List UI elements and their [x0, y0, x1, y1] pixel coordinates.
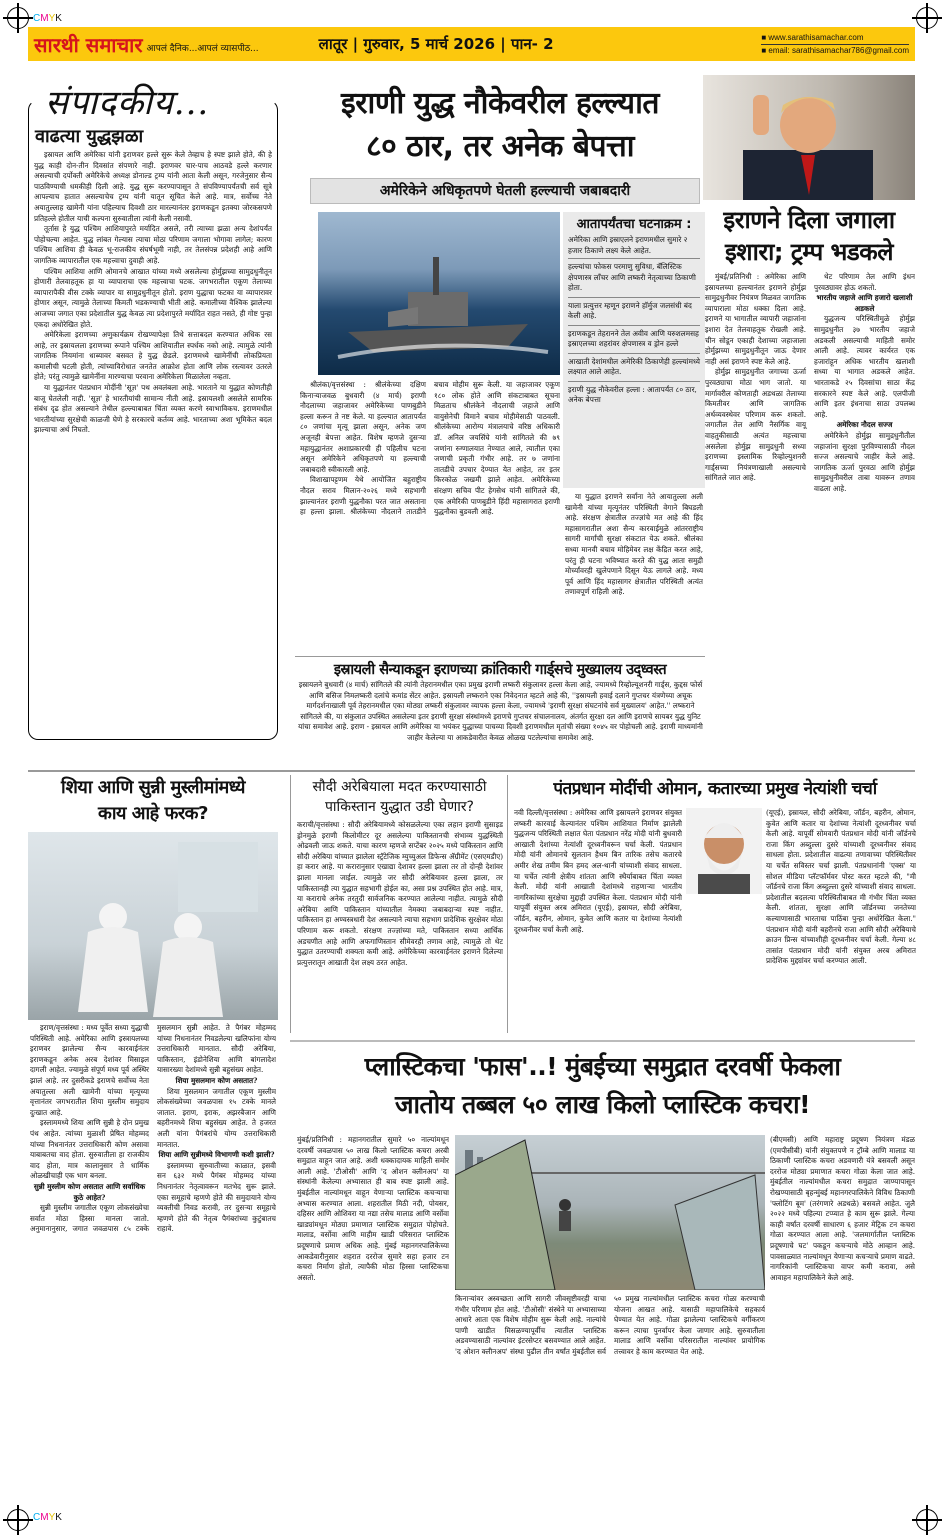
plastic-body-left: मुंबई/प्रतिनिधी : महानगरातील सुमारे ५० नाल्यांमधून दरवर्षी जवळपास ५० लाख किलो प्लास्टिक कचरा अरबी समुद्रात वाहून जात आहे. अशी धक्कादायक माहिती समोर आली आहे. 'टीओसी' आणि 'द ओशन क्लीनअप' या संस्थांनी केलेल्या अभ्यासात ही बाब स्पष्ट झाली आहे. मुंबईतील नाल्यांमधून वाहून येणाऱ्या प्लास्टिक कचऱ्याचा अभ्यास करण्यात आला. शहरातील मिठी नदी, पोयसर, दहिसर आणि ओशिवरा या नद्या तसेच मालाड आणि वर्सोवा खाड्यांमधून मोठ्या प्रमाणात प्लास्टिक समुद्रात पोहोचते. मालाड, वर्सोवा आणि माहीम खाडी परिसरात प्लास्टिक प्रदूषणाचे प्रमाण अधिक आहे. मुंबई महानगरपालिकेच्या आकडेवारीनुसार शहरात दररोज सुमारे सहा हजार टन कचरा निर्माण होतो, त्यापैकी मोठा हिस्सा प्लास्टिकचा असतो.	[297, 1135, 449, 1282]
registration-mark	[7, 1509, 29, 1531]
cmyk-m: M	[40, 13, 49, 24]
headline-line: इशारा; ट्रम्प भडकले	[725, 238, 893, 266]
prayer-photo	[28, 832, 278, 1020]
divider	[290, 775, 291, 1033]
headline-line: इराणने दिला जगाला	[723, 206, 895, 234]
paragraph: तूर्तास हे युद्ध पश्चिम आशियापुरते मर्यादित असले, तरी त्याच्या झळा अन्य देशांपर्यंत पोहोचल्या आहेत. युद्ध लांबत गेल्यास त्याचा मोठा परिणाम जगाला भोगावा लागेल; कारण पश्चिम आशिया ही केवळ भू-राजकीय संघर्षभूमी नाही, तर तेलसंपन्न प्रदेशही आहे आणि जागतिक व्यापारातील एक महत्त्वाचा दुवाही आहे.	[34, 224, 272, 265]
subhead: भारतीय जहाजे आणि हजारो खलाशी अडकले	[816, 293, 913, 313]
plastic-waste-photo	[455, 1135, 765, 1290]
cmyk-c: C	[33, 13, 41, 24]
praying-men-illustration	[28, 832, 278, 1020]
paragraph: या युद्धानंतर पंतप्रधान मोदींनी 'सूज्ञ' पथ अवलंबला आहे. भारताने या युद्धात कोणतीही बाजू घेतलेली नाही. 'सूज्ञ' हे भारतीयांची सामान्य नीती आहे. इस्रायलशी असलेले सामरिक संबंध दृढ होत असल्याने तेथील हल्ल्याबाबत चिंता व्यक्त करणे स्वाभाविकच. इराणमधील भारतीयांच्या सुरक्षेची काळजी घेणे हे सरकारचे कर्तव्य आहे. भारताच्या अशा भूमिकेत बदल झाल्याचा अर्थ निघतो.	[34, 383, 272, 435]
paragraph: सुन्नी मुस्लीम जगातील एकूण लोकसंख्येचा सर्वात मोठा हिस्सा मानला जातो. अनुमानानुसार, जगात जवळपास ८५ टक्के मुसलमान सुन्नी आहेत. ते पैगंबर मोहम्मद यांच्या निधनानंतर निवडलेल्या खलिफांना योग्य उत्तराधिकारी मानतात. सौदी अरेबिया, पाकिस्तान, इंडोनेशिया आणि बांगलादेश यासारख्या देशांमध्ये सुन्नी बहुसंख्य आहेत.	[30, 1023, 276, 1234]
modi-photo	[686, 808, 762, 894]
paragraph: इराण/वृत्तसंस्था : मध्य पूर्वेत सध्या युद्धाची परिस्थिती आहे. अमेरिका आणि इस्त्रायलच्या इराणवर झालेल्या सैन्य कारवाईनंतर इराणकडून अनेक अरब देशांवर मिसाइल दागली आहेत. ज्यामुळे संपूर्ण मध्य पूर्व अस्थिर झालं आहे. तर दुसरीकडे इराणचे सर्वोच्च नेता अयातुल्ला अली खामेनी यांच्या मृत्यूच्या वृत्तानंतर जगभरातील शिया मुस्लीम समुदाय दुःखात आहे.	[30, 1023, 149, 1117]
cmyk-k: K	[55, 13, 62, 24]
timeline-item: इराणी युद्ध नौकेवरील हल्ला : आतापर्यंत ८० ठार, अनेक बेपत्ता	[568, 384, 697, 404]
paragraph: पश्चिम आशिया आणि ओमानचे आखात यांच्या मध्ये असलेल्या होर्मुझच्या सामुद्रधुनीतून होणारी तेलवाहतूक हा या व्यापाराचा एक महत्त्वाचा घटक. जगभरातील एकूण तेलाच्या व्यापारापैकी वीस टक्के व्यापार या सामुद्रधुनीतून होतो. इराण युद्धाचा फटका या व्यापारावर होणार असून, त्यामुळे तेलाच्या किमती भडकण्याची भीती आहे. कमालीच्या वैश्विक झालेल्या आजच्या जगात एका प्रदेशातील युद्ध केवळ त्या प्रदेशापुरते मर्यादित राहत नसते, ही गोष्ट पुन्हा एकदा अधोरेखित होते.	[34, 266, 272, 329]
shia-sunni-body	[30, 1023, 276, 1528]
paragraph: अमेरिकेने होर्मुझ सामुद्रधुनीतील जहाजांना सुरक्षा पुरविण्यासाठी नौदल सज्ज असल्याचे जाहीर केले आहे. जागतिक ऊर्जा पुरवठा आणि होर्मुझ सामुद्रधुनीवरील ताबा यावरून तणाव वाढला आहे.	[814, 430, 915, 493]
registration-mark	[7, 7, 29, 29]
timeline-item: अमेरिका आणि इस्राएलने इराणमधील सुमारे २ हजार ठिकाणे लक्ष्य केले आहेत.	[568, 233, 700, 259]
cmyk-mark	[33, 13, 62, 24]
paragraph: इस्लामच्या सुरुवातीच्या काळात, इसवी सन ६३२ मध्ये पैगंबर मोहम्मद यांच्या निधनानंतर नेतृत्वावरून मतभेद सुरू झाले. एका समूहाचे म्हणणे होते की समुदायाने योग्य व्यक्तीची निवड करावी, तर दुसऱ्या समूहाचे म्हणणे होते की नेतृत्व पैगंबरांच्या कुटुंबातच राहावे.	[157, 1160, 276, 1234]
paragraph: मुंबई/प्रतिनिधी : अमेरिका आणि इस्रायलच्या हल्ल्यानंतर इराणने होर्मुझ सामुद्रधुनीवर नियंत्रण मिळवत जागतिक व्यापाराला मोठा धक्का दिला आहे. इराणने या भागातील व्यापारी जहाजांना इशारा देत तेलवाहतूक रोखली आहे. चीन सोडून एकाही देशाच्या जहाजाला होर्मुझच्या सामुद्रधुनीतून जाऊ देणार नाही असं इराणने स्पष्ट केले आहे.	[705, 272, 806, 366]
trump-headline	[703, 204, 915, 268]
modi-body-right: (यूएई), इस्रायल, सौदी अरेबिया, जॉर्डन, बहरीन, ओमान, कुवेत आणि कतार या देशांच्या नेत्यांशी दूरध्वनीवर चर्चा केली आहे. यापूर्वी सोमवारी पंतप्रधान मोदी यांनी जॉर्डनचे राजा किंग अब्दुल्ला दुसरे यांच्याशी दूरध्वनीवर संवाद साधला होता. प्रदेशातील वाढत्या तणावाच्या परिस्थितीवर या चर्चेत सविस्तर चर्चा झाली. पंतप्रधानांनी 'एक्स' या सोशल मीडिया प्लॅटफॉर्मवर पोस्ट करत म्हटले की, "मी जॉर्डनचे राजा किंग अब्दुल्ला दुसरे यांच्याशी संवाद साधला. प्रदेशातील बदलत्या परिस्थितीबाबत मी गंभीर चिंता व्यक्त केली. शांतता, सुरक्षा आणि जॉर्डनच्या जनतेच्या कल्याणासाठी भारताचा पाठिंबा पुन्हा अधोरेखित केला." पंतप्रधान मोदी यांनी बहरीनचे राजा आणि सौदी अरेबियाचे क्राउन प्रिन्स यांच्याशीही दूरध्वनीवर चर्चा केली. गेल्या ४८ तासांत पंतप्रधान मोदी यांनी संयुक्त अरब अमिरात प्रादेशिक मुद्द्यांवर चर्चा करण्यात आली.	[766, 808, 916, 966]
headline-line: शिया आणि सुन्नी मुस्लीमांमध्ये	[61, 777, 245, 798]
plastic-body-right: (बीएमसी) आणि महाराष्ट्र प्रदूषण नियंत्रण मंडळ (एमपीसीबी) यांनी संयुक्तपणे न ट्रॉम्बे आणि मालाड या ठिकाणी प्लास्टिक कचरा अडवणारी यंत्रे बसवली असून दररोज मोठ्या प्रमाणात कचरा गोळा केला जात आहे. मुंबईतील नाल्यांमधील कचरा समुद्रात जाण्यापासून रोखण्यासाठी बृहन्मुंबई महानगरपालिकेने विविध ठिकाणी 'फ्लोटिंग बूम' (तरंगणारे अडथळे) बसवले आहेत. जुलै २०२२ मध्ये पहिल्या टप्प्यात हे काम सुरू झाले. गेल्या काही वर्षांत दरवर्षी साधारण ६ हजार मेट्रिक टन कचरा गोळा करण्यात आला आहे. 'जलमार्गातील प्लास्टिक प्रदूषणाचे घट' पकडून कचऱ्याचे मोठे आव्हान आहे. पावसाळ्यात नाल्यांमधून येणाऱ्या कचऱ्याचे प्रमाण वाढते. नागरिकांनी प्लास्टिकचा वापर कमी करावा, असे आवाहन महापालिकेने केले आहे.	[770, 1135, 915, 1282]
paragraph: होर्मुझ सामुद्रधुनीत जगाच्या ऊर्जा पुरवठ्याचा मोठा भाग जातो. या मार्गावरील कोणताही अडथळा तेलाच्या किमतीवर आणि जागतिक अर्थव्यवस्थेवर परिणाम करू शकतो. जगातील तेल आणि नैसर्गिक वायू वाहतुकीसाठी अत्यंत महत्त्वाचा असलेला होर्मुझ सामुद्रधुनी सध्या इराणच्या इस्लामिक रिव्होल्युशनरी गार्ड्सच्या नियंत्रणाखाली असल्याचे सांगितले जात आहे.	[705, 367, 806, 483]
headline-line: काय आहे फरक?	[98, 803, 208, 824]
subhead: शिया आणि सुन्नीमध्ये विभागणी कशी झाली?	[158, 1150, 275, 1160]
paragraph: या युद्धात इराणने सर्वांना नेते आयातुल्ला अली खामेनी यांच्या मृत्यूनंतर परिस्थिती वेगाने बिघडली आहे. संरक्षण क्षेत्रातील तज्ज्ञांचे मत आहे की हिंद महासागरातील अशा सैन्य कारवाईमुळे आंतरराष्ट्रीय सागरी मार्गांची सुरक्षा संकटात येऊ शकते. श्रीलंका सध्या मानवी बचाव मोहिमेवर लक्ष केंद्रित करत आहे, परंतु ही घटना भविष्यात करते की युद्ध आता समुद्री मोर्च्यांवरही खुलेपणाने दिसून येऊ लागले आहे. मध्य पूर्व आणि हिंद महासागर क्षेत्रातील परिस्थिती अत्यंत तणावपूर्ण राहिली आहे.	[565, 492, 703, 597]
plastic-headline	[290, 1048, 915, 1124]
timeline-item: याला प्रत्युत्तर म्हणून इराणने हॉर्मुज जलसंधी बंद केली आहे.	[568, 298, 700, 326]
saudi-headline	[297, 777, 502, 817]
paragraph: श्रीलंका/वृत्तसंस्था : श्रीलंकेच्या दक्षिण किनाऱ्याजवळ बुधवारी (४ मार्च) इराणी नौदलाच्या जहाजावर अमेरिकेच्या पाणबुडीने हल्ला करून ते नष्ट केले. या हल्ल्यात आतापर्यंत ८० जणांचा मृत्यू झाला असून, अनेक जण अजूनही बेपत्ता आहेत. विशेष म्हणजे दुसऱ्या महायुद्धानंतर अशाप्रकारची ही पहिलीच घटना असून अमेरिकेने अधिकृतपणे या हल्ल्याची जबाबदारी स्वीकारली आहे.	[300, 380, 426, 474]
paragraph: विशाखापट्टणम येथे आयोजित बहुराष्ट्रीय नौदल सराव मिलान-२०२६ मध्ये सहभागी झाल्यानंतर इराणी युद्धनौका परत जात असताना हा हल्ला झाला. श्रीलंकेच्या नौदलाने तातडीने बचाव मोहीम सुरू केली. या जहाजावर एकूण १८० लोक होते आणि संकटाबाबत सूचना मिळताच श्रीलंकेने नौदलाची जहाजे आणि वायुसेनेची विमाने बचाव मोहीमेसाठी पाठवली. श्रीलंकेच्या आरोग्य मंत्रालयाचे वरिष्ठ अधिकारी डॉ. अनिल जयसिंघे यांनी सांगितले की ७९ जणांना रुग्णालयात नेण्यात आले, त्यातील एका जणाची प्रकृती गंभीर आहे. तर ७ जणांना तातडीचे उपचार देण्यात येत आहेत, तर इतर किरकोळ जखमी झाले आहेत. अमेरिकेच्या संरक्षण सचिव पीट हेगसेथ यांनी सांगितले की, एक अमेरिकी पाणबुडीने हिंदी महासागरात इराणी युद्धनौका बुडवली आहे.	[300, 380, 560, 517]
cmyk-c: C	[33, 1512, 41, 1523]
headline-line: सौदी अरेबियाला मदत करण्यासाठी	[312, 779, 487, 795]
headline-line: पाकिस्तान युद्धात उडी घेणार?	[324, 799, 474, 815]
modi-illustration	[686, 808, 762, 894]
paragraph: अमेरिकेला इराणच्या अणुकार्यक्रम रोखण्यापेक्षा तिथे सत्ताबदल करण्यात अधिक रस आहे, तर इस्रायलला इराणच्या रूपाने पश्चिम आशियातील स्पर्धक नको आहे. त्यामुळे त्यांनी जागतिक नियमांना धाब्यावर बसवत हे युद्ध छेडले. इराणमध्ये खामेनींची लोकप्रियता कमालीची घटली होती, त्यांच्याविरोधात जनतेत आक्रोश होता आणि लोक रस्त्यावर उतरले होते; परंतु त्यामुळे खामेनींना मारण्याचा परवाना अमेरिकेला मिळालेला नव्हता.	[34, 330, 272, 382]
headline-line: प्लास्टिकचा 'फास'..! मुंबईच्या समुद्रात दरवर्षी फेकला	[364, 1052, 841, 1081]
warship-illustration	[318, 212, 560, 375]
divider	[28, 770, 915, 772]
cmyk-m: M	[40, 1512, 49, 1523]
divider	[295, 656, 705, 657]
website-link[interactable]: www.sarathisamachar.com	[768, 32, 864, 42]
paragraph: इस्लाममध्ये शिया आणि सुन्नी हे दोन प्रमुख पंथ आहेत. त्यांच्या मुळाशी प्रेषित मोहम्मद यांच्या निधनानंतर उत्तराधिकारी कोण असावा याबाबतचा वाद होता. सुरुवातीला हा राजकीय वाद होता, मात्र कालानुसार ते धार्मिक ओळखीचाही एक भाग बनला.	[30, 1118, 149, 1181]
contact-info: ■ www.sarathisamachar.com ■ email: sarathisamachar786@gmail.com	[761, 32, 909, 55]
timeline-item: इराणकडून तेहरानने तेल अवीव आणि यरुशलमसह इस्राएलच्या शहरांवर क्षेपणास्त्र व ड्रोन हल्ले	[568, 326, 700, 354]
headline-line: जातोय तब्बल ५० लाख किलो प्लास्टिक कचरा!	[395, 1090, 810, 1119]
headline-line: इराणी युद्ध नौकेवरील हल्ल्यात	[341, 86, 659, 121]
timeline-item: हल्ल्यांचा फोकस परमाणु सुविधा, बॅलिस्टिक क्षेपणास्त्र लाँचर आणि लष्करी नेतृत्वाच्या ठिकाणी होता.	[568, 259, 700, 298]
subhead: शिया मुसलमान कोण असतात?	[175, 1075, 258, 1085]
paragraph: शिया मुसलमान जगातील एकूण मुस्लीम लोकसंख्येच्या जवळपास १५ टक्के मानले जातात. इराण, इराक, अझरबैजान आणि बहरीनमध्ये शिया बहुसंख्य आहेत. ते हजरत अली यांना पैगंबरांचे योग्य उत्तराधिकारी मानतात.	[157, 1086, 276, 1149]
warship-photo	[318, 212, 560, 375]
lead-body	[300, 380, 560, 652]
shia-sunni-headline	[28, 775, 278, 827]
subhead: सुन्नी मुस्लीम कोण असतात आणि सर्वाधिक कुठे आहेत?	[33, 1181, 146, 1202]
israel-headline: इस्रायली सैन्याकडून इराणच्या क्रांतिकारी गार्ड्सचे मुख्यालय उद्ध्वस्त	[333, 662, 667, 678]
brand-logo: सारथी समाचार	[34, 32, 143, 57]
timeline-title: आतापर्यंतचा घटनाक्रम :	[576, 217, 692, 232]
dateline: लातूर | गुरुवार, 5 मार्च 2026 | पान- 2	[318, 35, 554, 53]
cmyk-k: K	[55, 1512, 62, 1523]
tagline: आपलं दैनिक...आपलं व्यासपीठ...	[146, 43, 259, 54]
registration-mark	[916, 7, 938, 29]
plastic-body-middle: किनाऱ्यांवर अस्वच्छता आणि सागरी जीवसृष्टीवरही याचा गंभीर परिणाम होत आहे. 'टीओसी' संस्थेने या अभ्यासाच्या आधारे आता एक विशेष मोहीम सुरू केली आहे. नाल्यांचे पाणी खाडीत मिसळण्यापूर्वीच त्यातील प्लास्टिक अडवण्यासाठी नाल्यांवर इंटरसेप्टर बसवण्यात आले आहेत. 'द ओशन क्लीनअप' संस्था पुढील तीन वर्षांत मुंबईतील सर्व ५० प्रमुख नाल्यांमधील प्लास्टिक कचरा गोळा करण्याची योजना आखत आहे. यासाठी महापालिकेचे सहकार्य घेण्यात येत आहे. गोळा झालेल्या प्लास्टिकचे वर्गीकरण करून त्याचा पुनर्वापर केला जाणार आहे. सुरुवातीला मालाड आणि वर्सोवा परिसरातील नाल्यांवर प्रायोगिक तत्त्वावर हे काम करण्यात येत आहे.	[455, 1294, 765, 1356]
lead-subheadline: अमेरिकेने अधिकृतपणे घेतली हल्ल्याची जबाबदारी	[310, 178, 700, 204]
editorial-body	[34, 150, 272, 735]
saudi-body: कराची/वृत्तसंस्था : सौदी अरेबियामध्ये कोसळलेल्या एका लहान इराणी सुसाइड ड्रोनमुळे इराणी किलोमीटर दूर असलेल्या पाकिस्तानची संभाव्य युद्धस्थिती ओढवली जाऊ शकते. याचा कारण म्हणजे सप्टेंबर २०२५ मध्ये पाकिस्तान आणि सौदी अरेबिया यांच्यात झालेला स्ट्रॅटेजिक म्युच्युअल डिफेन्स ॲग्रीमेंट (एसएमडीए) हा करार आहे. या करारानुसार एखाद्या देशावर हल्ला झाला तर तो दोन्ही देशांवर झाला मानला जाईल. त्यामुळे जर सौदी अरेबियावर हल्ला झाला, तर पाकिस्तानही त्या युद्धात सहभागी होईल का, असा प्रश्न उपस्थित होत आहे. मात्र, या कराराचे अनेक तरतुदी सार्वजनिक करण्यात आलेल्या नाहीत. त्यामुळे सौदी अरेबिया आणि पाकिस्तान यांच्यातील नेमक्या जबाबदाऱ्या स्पष्ट नाहीत. पाकिस्तान हा अण्वस्त्रधारी देश असल्याने त्याचा सहभाग प्रादेशिक सुरक्षेवर मोठा परिणाम करू शकतो. संरक्षण तज्ज्ञांच्या मते, पाकिस्तान सध्या आर्थिक अडचणीत आहे आणि अफगाणिस्तान सीमेवरही तणाव आहे, त्यामुळे तो थेट युद्धात उतरण्याची शक्यता कमी आहे. अमेरिकेच्या कारवाईनंतर इराणने दिलेल्या प्रत्युत्तरातून आखाती देश लक्ष्य ठरत आहेत.	[297, 820, 503, 967]
timeline-box	[563, 212, 705, 488]
paragraph: युद्धजन्य परिस्थितीमुळे होर्मुझ सामुद्रधुनीत ३७ भारतीय जहाजे अडकली असल्याची माहिती समोर आली आहे. त्यावर कार्यरत एक हजारांहून अधिक भारतीय खलाशी सध्या या भागात अडकले आहेत. भारताकडे २५ दिवसांचा साठा केंद्र सरकारने स्पष्ट केले आहे. एलपीजी आणि इतर इंधनाचा साठा उपलब्ध आहे.	[814, 314, 915, 419]
editorial-section-title: संपादकीय...	[45, 83, 210, 123]
timeline-item: आखाती देशांमधील अमेरिकी ठिकाणेही हल्ल्यांमध्ये लक्ष्यात आले आहेत.	[568, 354, 700, 382]
divider	[290, 1040, 915, 1042]
israel-body: इस्रायलने बुधवारी (४ मार्च) सांगितले की त्यांनी तेहरानमधील एका प्रमुख इराणी लष्करी संकुलावर हल्ला केला आहे, ज्यामध्ये रिव्होल्यूशनरी गार्ड्स, कुद्दस फोर्स आणि बसिज निमलष्करी दलांचे कमांड सेंटर आहेत. इस्रायली लष्कराने एका निवेदनात म्हटले आहे की, ''इस्रायली हवाई दलाने गुप्तचर यंत्रणेच्या अचूक मार्गदर्शनाखाली पूर्व तेहरानमधील एका मोठ्या लष्करी संकुलावर व्यापक हल्ला केला, ज्यामध्ये 'इराणी सुरक्षा संघटनांचे सर्व मुख्यालय' आहेत.'' लष्कराने सांगितले की, या संकुलात उपस्थित असलेल्या इतर इराणी सुरक्षा संस्थांमध्ये इराणचे गुप्तचर संचालनालय, अंतर्गत सुरक्षा दल आणि इराणचे सायबर युद्ध युनिट यांचा समावेश आहे. इराण - इस्रायल आणि अमेरिका या भयंकर युद्धाच्या पाचव्या दिवशी इराणमधील मृतांची संख्या १०४५ वर पोहोचली आहे. इराणी माध्यमांनी जाहीर केलेल्या या आकडेवारीत केवळ ओळख पटलेल्यांचा समावेश आहे.	[298, 680, 703, 742]
masthead	[28, 27, 915, 61]
paragraph: इस्रायल आणि अमेरिका यांनी इराणवर हल्ले सुरू केले तेव्हाच हे स्पष्ट झाले होते, की हे युद्ध काही दोन-तीन दिवसांत संपणारे नाही. इराणवर चार-पाच आठवडे हल्ले करणार असल्याची दर्पोक्ती अमेरिकेचे अध्यक्ष डोनाल्ड ट्रम्प यांनी आता केली असून, गरजेनुसार सैन्य पाठविण्याची धमकीही दिली आहे. युद्ध सुरू करण्यापासून ते संपविण्यापर्यंतची सर्व सूत्रे आपल्याच हातात असल्याचेच ट्रम्प यांनी यातून सूचित केले आहे. मात्र, सर्वोच्च नेते अयातुल्लाह खामेनी यांना पहिल्याच दिवशी ठार मारल्यानंतर इराणकडून इतक्या जोरकसपणे प्रतिहल्ले होतील याची कल्पना सुरुवातीला त्यांनी केली नसावी.	[34, 150, 272, 223]
modi-headline: पंतप्रधान मोदींची ओमान, कतारच्या प्रमुख नेत्यांशी चर्चा	[553, 779, 877, 799]
beach-waste-illustration	[455, 1135, 765, 1290]
cmyk-y: Y	[48, 1512, 56, 1523]
divider	[507, 775, 508, 1033]
headline-line: ८० ठार, तर अनेक बेपत्ता	[366, 129, 634, 164]
lead-headline	[295, 82, 705, 168]
registration-mark	[916, 1509, 938, 1531]
lead-body-continued	[565, 492, 703, 652]
modi-body-left: नवी दिल्ली/वृत्तसंस्था : अमेरिका आणि इस्रायलने इराणवर संयुक्त लष्करी कारवाई केल्यानंतर पश्चिम आशियात निर्माण झालेली युद्धजन्य परिस्थिती लक्षात घेता पंतप्रधान नरेंद्र मोदी यांनी बुधवारी आखाती देशांच्या नेत्यांशी दूरध्वनीवरून चर्चा केली. पंतप्रधान मोदी यांनी ओमानचे सुलतान हैथम बिन तारिक तसेच कतारचे अमीर शेख तमीम बिन हमद अल-थानी यांच्याशी संवाद साधला. या चर्चेत त्यांनी क्षेत्रीय शांतता आणि स्थैर्याबाबत चिंता व्यक्त केली. मोदी यांनी आखाती देशांमध्ये राहणाऱ्या भारतीय नागरिकांच्या सुरक्षेचा मुद्दाही उपस्थित केला. पंतप्रधान मोदी यांनी यापूर्वी संयुक्त अरब अमिरात (यूएई), इस्रायल, सौदी अरेबिया, जॉर्डन, बहरीन, ओमान, कुवेत आणि कतार या देशांच्या नेत्यांशी दूरध्वनीवर चर्चा केली आहे.	[514, 808, 682, 934]
cmyk-y: Y	[48, 13, 56, 24]
speaker-illustration	[703, 75, 915, 200]
trump-photo	[703, 75, 915, 200]
email-link[interactable]: email: sarathisamachar786@gmail.com	[768, 45, 909, 55]
trump-body	[705, 272, 915, 767]
subhead: अमेरिका नौदल सज्ज	[836, 420, 893, 430]
editorial-title: वाढत्या युद्धझळा	[35, 126, 144, 147]
paragraph: थेट परिणाम तेल आणि इंधन पुरवठ्यावर होऊ शकतो.	[814, 272, 915, 292]
